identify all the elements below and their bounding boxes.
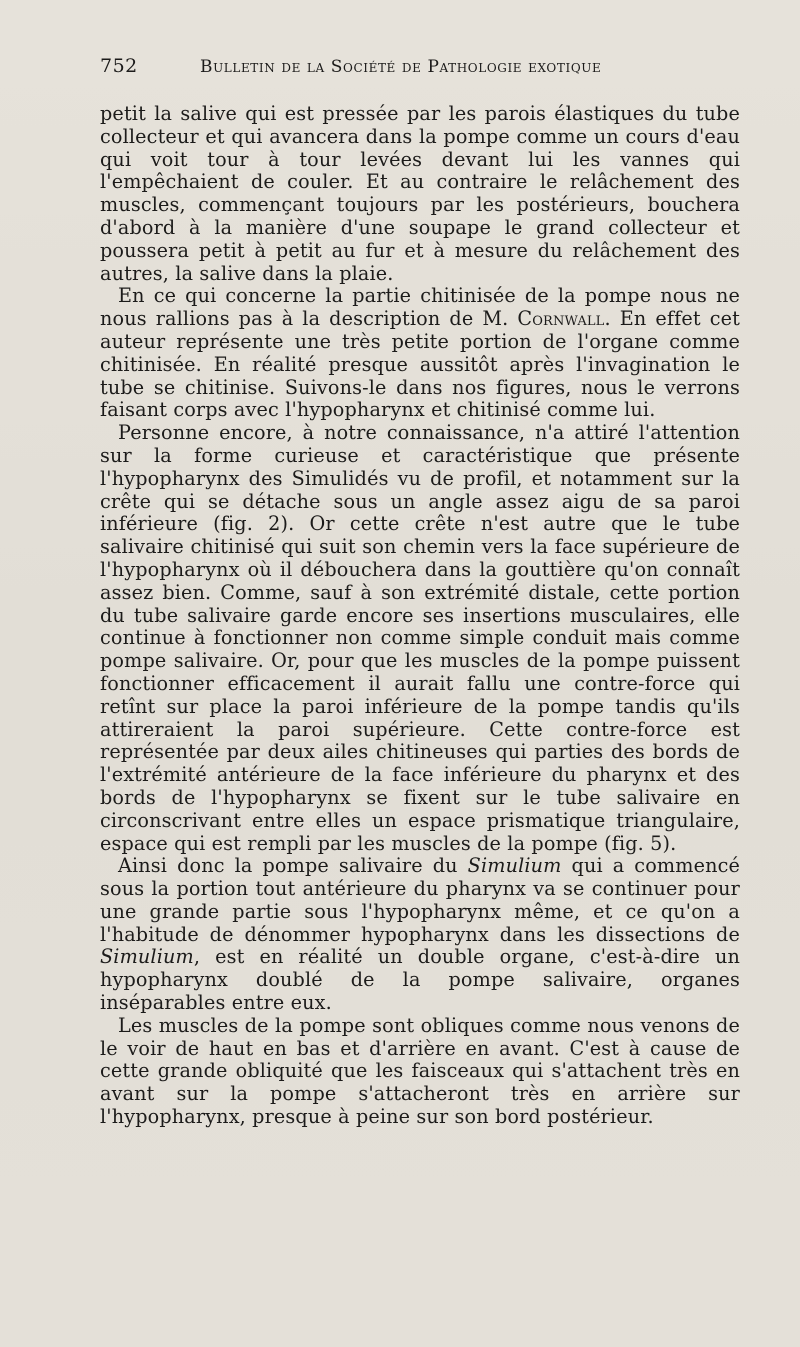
- paragraph-pompe-salivaire: [100, 855, 740, 1015]
- page-number: 752: [100, 55, 138, 77]
- paragraph-text: , est en réalité un double organe, c'est-à-dire un hypopharynx doublé de la pompe salivaire, organes inséparables entre eux.: [100, 945, 740, 1015]
- paragraph-text: Les muscles de la pompe sont obliques comme nous venons de le voir de haut en bas et d'arrière en avant. C'est à cause de cette grande obliquité que les faisceaux qui s'attachent très en avant sur la pompe s'attacheront très en arrière sur l'hypopharynx, presque à peine sur son bord postérieur.: [100, 1013, 740, 1129]
- paragraph-text: petit la salive qui est pressée par les parois élastiques du tube collecteur et qui avancera dans la pompe comme un cours d'eau qui voit tour à tour levées devant lui les vannes qui l'empêchaient de couler. Et au contraire le relâchement des muscles, commençant toujours par les postérieurs, bouchera d'abord à la manière d'une soupape le grand collecteur et poussera petit à petit au fur et à mesure du relâchement des autres, la salive dans la plaie.: [100, 102, 740, 285]
- journal-title: Bulletin de la Société de Pathologie exotique: [200, 57, 602, 77]
- paragraph-text: qui a commencé sous la portion tout antérieure du pharynx va se continuer pour une grande partie sous l'hypopharynx même, et ce qu'on a l'habitude de dénommer hypopharynx dans les dissections de: [100, 854, 741, 946]
- paragraph-text: Personne encore, à notre connaissance, n'a attiré l'attention sur la forme curieuse et caractéristique que présente l'hypopharynx des Simulidés vu de profil, et notamment sur la crête qui se détache sous un angle assez aigu de sa paroi inférieure (fig. 2). Or cette crête n'est autre que le tube salivaire chitinisé qui suit son chemin vers la face supérieure de l'hypopharynx où il débouchera dans la gouttière qu'on connaît assez bien. Comme, sauf à son extrémité distale, cette portion du tube salivaire garde encore ses insertions musculaires, elle continue à fonctionner non comme simple conduit mais comme pompe salivaire. Or, pour que les muscles de la pompe puissent fonctionner efficacement il aurait fallu une contre-force qui retînt sur place la paroi inférieure de la pompe tandis qu'ils attireraient la paroi supérieure. Cette contre-force est représentée par deux ailes chitineuses qui parties des bords de l'extrémité antérieure de la face inférieure du pharynx et des bords de l'hypopharynx se fixent sur le tube salivaire en circonscrivant entre elles un espace prismatique triangulaire, espace qui est rempli par les muscles de la pompe (fig. 5).: [100, 421, 740, 855]
- paragraph-partie-chitinisee: [100, 285, 740, 422]
- genus-name: Simulium: [100, 945, 194, 969]
- genus-name: Simulium: [467, 854, 562, 878]
- body-text: [100, 103, 740, 1129]
- paragraph-muscles: [100, 1015, 740, 1129]
- paragraph-text: En ce qui concerne la partie chitinisée de la pompe nous ne nous rallions pas à la description de M.: [100, 284, 740, 331]
- paragraph-hypopharynx: [100, 422, 740, 855]
- paragraph-salive: [100, 103, 740, 285]
- author-name: Cornwall: [517, 307, 605, 331]
- paragraph-text: . En effet cet auteur représente une très petite portion de l'organe comme chitinisée. En réalité presque aussitôt après l'invagination le tube se chitinise. Suivons-le dans nos figures, nous le verrons faisant corps avec l'hypopharynx et chitinisé comme lui.: [100, 307, 740, 422]
- running-head: [100, 55, 700, 85]
- paragraph-text: Ainsi donc la pompe salivaire du: [118, 854, 468, 878]
